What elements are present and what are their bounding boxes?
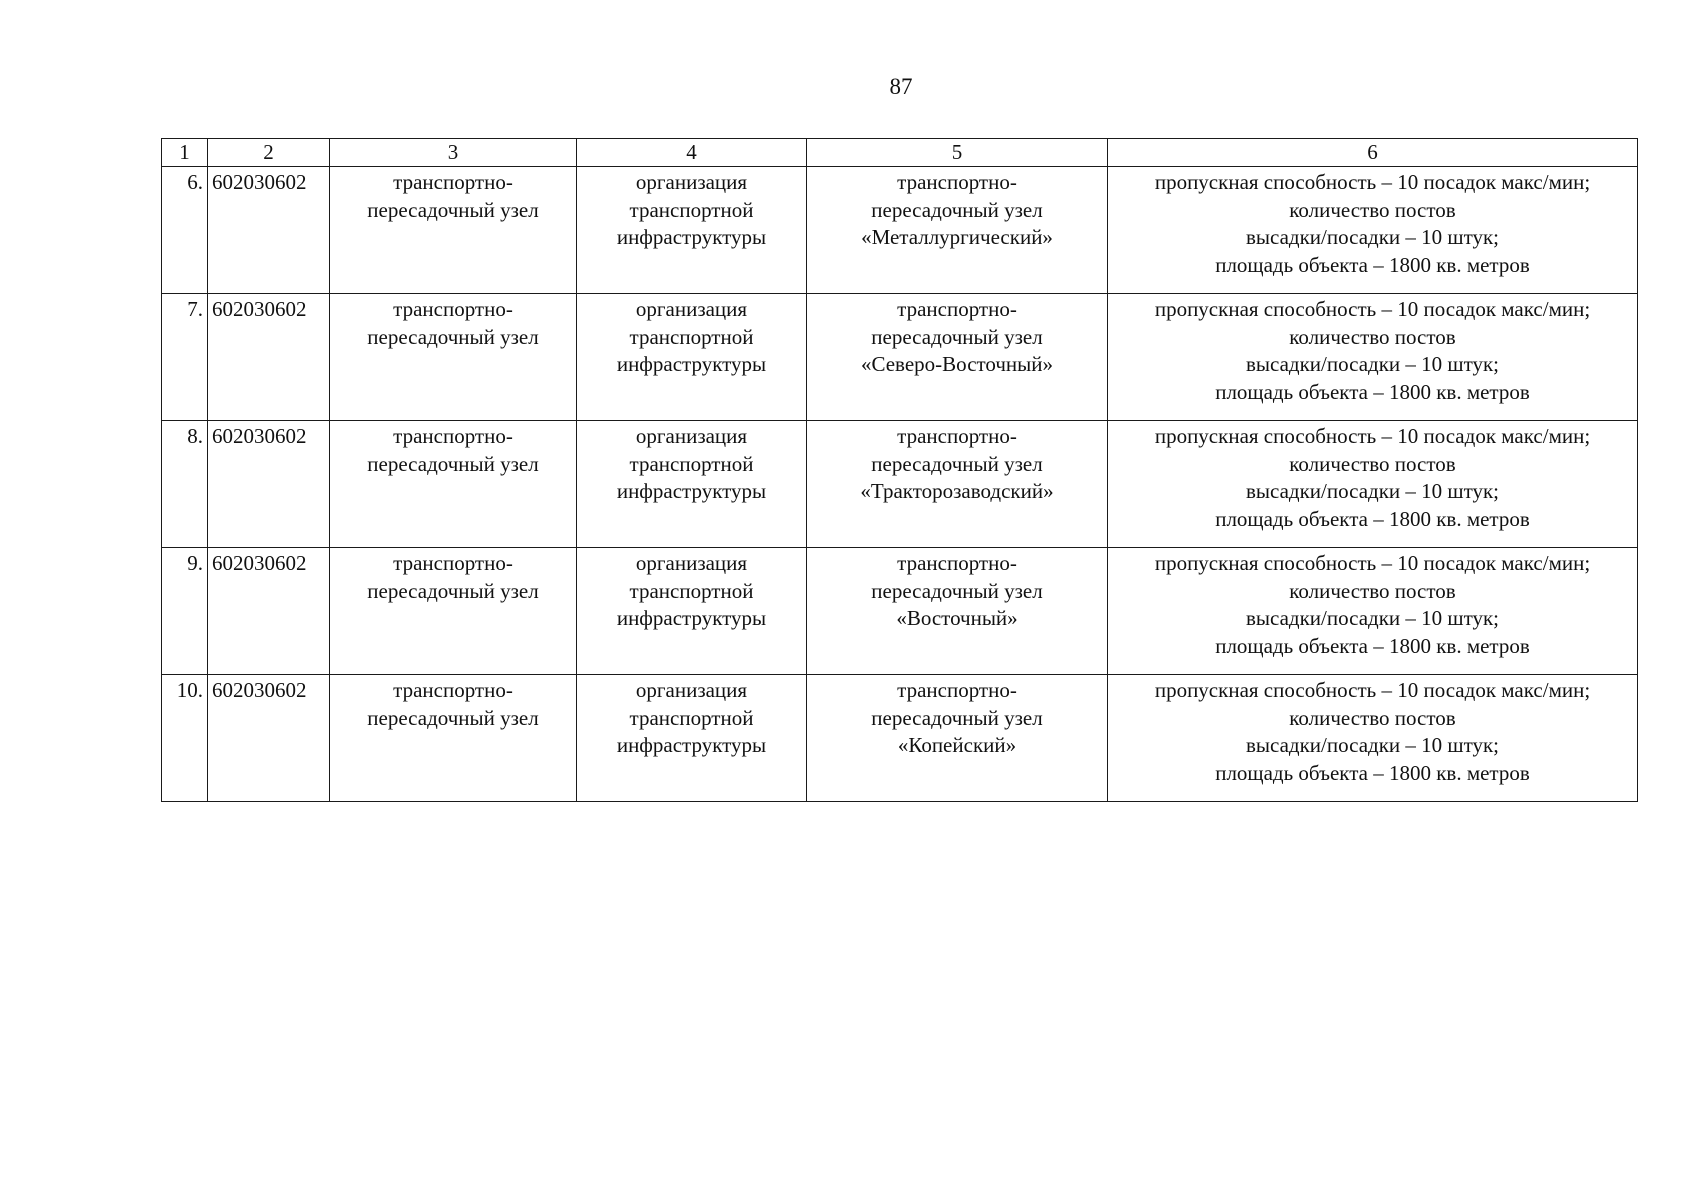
cell-line: транспортно- [393, 551, 513, 575]
cell-line: организация [635, 678, 748, 702]
cell-line: пересадочный узел [367, 578, 539, 603]
table-row [162, 294, 1638, 421]
cell-line: транспортной [629, 197, 754, 222]
cell-line: инфраструктуры [616, 225, 767, 249]
table-row [162, 421, 1638, 548]
cell-line: транспортно- [393, 424, 513, 448]
object-purpose-cell [577, 421, 807, 548]
cell-line: организация [635, 297, 748, 321]
cell-line: транспортной [629, 451, 754, 476]
cell-line: пропускная способность – 10 посадок макс/мин; [1154, 170, 1591, 194]
row-number-cell: 6. [162, 167, 208, 294]
cell-line: площадь объекта – 1800 кв. метров [1215, 379, 1530, 404]
cell-line: инфраструктуры [616, 479, 767, 503]
cell-line: пропускная способность – 10 посадок макс/мин; [1154, 297, 1591, 321]
cell-line: пересадочный узел [367, 451, 539, 476]
table-header-row [162, 139, 1638, 167]
cell-line: транспортно- [897, 170, 1017, 194]
cell-line: организация [635, 424, 748, 448]
cell-line: «Северо-Восточный» [860, 352, 1054, 376]
table-row [162, 675, 1638, 802]
row-number-cell: 10. [162, 675, 208, 802]
object-name-cell [807, 167, 1108, 294]
object-purpose-cell [577, 167, 807, 294]
cell-line: высадки/посадки – 10 штук; [1245, 479, 1500, 503]
object-type-cell [330, 675, 577, 802]
cell-line: инфраструктуры [616, 352, 767, 376]
object-code-cell: 602030602 [208, 167, 330, 294]
object-type-cell [330, 294, 577, 421]
cell-line: высадки/посадки – 10 штук; [1245, 225, 1500, 249]
table-body [162, 139, 1638, 802]
cell-line: площадь объекта – 1800 кв. метров [1215, 252, 1530, 277]
column-header-5: 5 [807, 139, 1108, 167]
page-number: 87 [889, 74, 913, 99]
cell-line: «Восточный» [896, 606, 1018, 630]
object-characteristics-cell [1108, 294, 1638, 421]
table-row [162, 548, 1638, 675]
object-code-cell: 602030602 [208, 548, 330, 675]
cell-line: «Тракторозаводский» [860, 479, 1054, 503]
object-purpose-cell [577, 294, 807, 421]
cell-line: пересадочный узел [871, 324, 1043, 349]
cell-line: транспортно- [393, 170, 513, 194]
cell-line: пересадочный узел [871, 197, 1043, 222]
cell-line: высадки/посадки – 10 штук; [1245, 733, 1500, 757]
cell-line: количество постов [1289, 578, 1456, 603]
row-number-cell: 7. [162, 294, 208, 421]
cell-line: количество постов [1289, 197, 1456, 222]
cell-line: организация [635, 551, 748, 575]
cell-line: транспортно- [897, 678, 1017, 702]
cell-line: «Металлургический» [861, 225, 1053, 249]
object-code-cell: 602030602 [208, 421, 330, 548]
cell-line: пересадочный узел [367, 705, 539, 730]
object-characteristics-cell [1108, 675, 1638, 802]
column-header-6: 6 [1108, 139, 1638, 167]
cell-line: инфраструктуры [616, 733, 767, 757]
cell-line: инфраструктуры [616, 606, 767, 630]
cell-line: высадки/посадки – 10 штук; [1245, 352, 1500, 376]
column-header-2: 2 [208, 139, 330, 167]
cell-line: пересадочный узел [871, 705, 1043, 730]
cell-line: транспортной [629, 705, 754, 730]
object-characteristics-cell [1108, 167, 1638, 294]
cell-line: количество постов [1289, 451, 1456, 476]
cell-line: пропускная способность – 10 посадок макс/мин; [1154, 424, 1591, 448]
object-purpose-cell [577, 675, 807, 802]
object-purpose-cell [577, 548, 807, 675]
cell-line: транспортной [629, 578, 754, 603]
cell-line: организация [635, 170, 748, 194]
cell-line: площадь объекта – 1800 кв. метров [1215, 760, 1530, 785]
cell-line: пересадочный узел [871, 578, 1043, 603]
cell-line: «Копейский» [897, 733, 1017, 757]
object-type-cell [330, 167, 577, 294]
row-number-cell: 9. [162, 548, 208, 675]
row-number-cell: 8. [162, 421, 208, 548]
object-characteristics-cell [1108, 421, 1638, 548]
object-name-cell [807, 294, 1108, 421]
column-header-1: 1 [162, 139, 208, 167]
object-code-cell: 602030602 [208, 675, 330, 802]
cell-line: транспортно- [897, 424, 1017, 448]
object-type-cell [330, 548, 577, 675]
object-type-cell [330, 421, 577, 548]
cell-line: транспортно- [393, 297, 513, 321]
object-code-cell: 602030602 [208, 294, 330, 421]
cell-line: площадь объекта – 1800 кв. метров [1215, 633, 1530, 658]
cell-line: количество постов [1289, 705, 1456, 730]
cell-line: транспортно- [897, 297, 1017, 321]
cell-line: количество постов [1289, 324, 1456, 349]
column-header-3: 3 [330, 139, 577, 167]
cell-line: высадки/посадки – 10 штук; [1245, 606, 1500, 630]
object-characteristics-cell [1108, 548, 1638, 675]
cell-line: транспортной [629, 324, 754, 349]
objects-table [161, 138, 1638, 802]
cell-line: площадь объекта – 1800 кв. метров [1215, 506, 1530, 531]
object-name-cell [807, 675, 1108, 802]
cell-line: транспортно- [393, 678, 513, 702]
cell-line: пересадочный узел [367, 197, 539, 222]
object-name-cell [807, 421, 1108, 548]
cell-line: пересадочный узел [871, 451, 1043, 476]
table-row [162, 167, 1638, 294]
cell-line: пересадочный узел [367, 324, 539, 349]
cell-line: пропускная способность – 10 посадок макс/мин; [1154, 678, 1591, 702]
object-name-cell [807, 548, 1108, 675]
column-header-4: 4 [577, 139, 807, 167]
cell-line: пропускная способность – 10 посадок макс/мин; [1154, 551, 1591, 575]
cell-line: транспортно- [897, 551, 1017, 575]
